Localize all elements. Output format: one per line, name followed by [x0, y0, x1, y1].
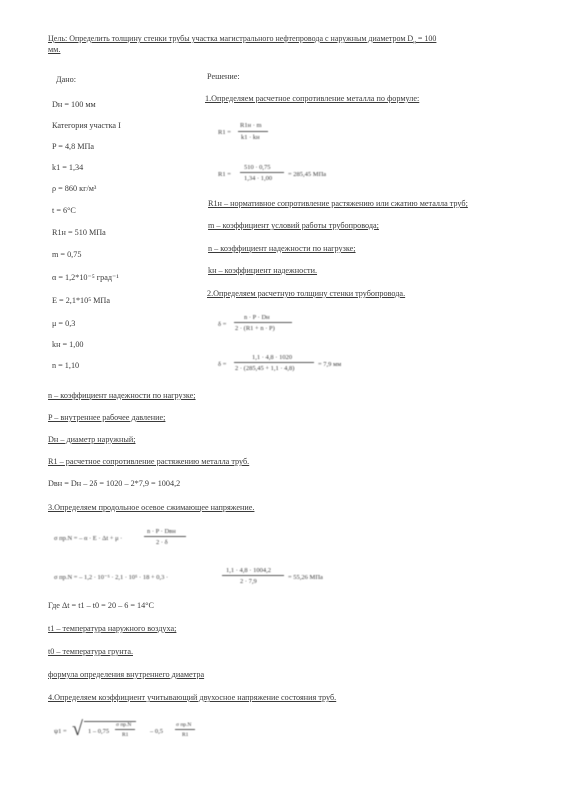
- fraction-bar: [240, 172, 284, 173]
- definition: kн – коэффициент надежности.: [208, 266, 318, 275]
- given-item: ρ = 860 кг/м³: [52, 184, 97, 193]
- formula-result: = 285,45 МПа: [288, 171, 327, 178]
- formula-denominator: k1 · kн: [241, 134, 260, 141]
- given-item: Категория участка I: [52, 121, 121, 130]
- formula-sigma-general: [54, 527, 204, 551]
- formula-numerator: 1,1 · 4,8 · 1020: [252, 354, 293, 361]
- formula-lhs: σ пр.N = – α · E · Δt + μ ·: [54, 535, 123, 542]
- given-item: α = 1,2*10⁻⁵ град⁻¹: [52, 273, 119, 282]
- formula-lhs: δ =: [218, 321, 227, 328]
- task-text: Цель: Определить толщину стенки трубы участка магистрального нефтепровода с наружным диаметром D: [48, 34, 414, 43]
- definition: n – коэффициент надежности по нагрузке;: [208, 244, 356, 253]
- formula-delta-general: [218, 313, 308, 337]
- task-subscript: н: [413, 40, 416, 46]
- given-item: t = 6°С: [52, 206, 76, 215]
- definition: P – внутреннее рабочее давление;: [48, 413, 166, 422]
- given-item: m = 0,75: [52, 250, 82, 259]
- step-4: 4.Определяем коэффициент учитывающий двухосное напряжение состояния труб.: [48, 693, 337, 702]
- formula-denominator: 2 · (285,45 + 1,1 · 4,8): [235, 365, 295, 372]
- definition: m – коэффициент условий работы трубопровода;: [208, 221, 379, 230]
- given-item: Dн = 100 мм: [52, 100, 96, 109]
- formula-denominator: R1: [182, 732, 189, 738]
- given-item: n = 1,10: [52, 361, 80, 370]
- formula-r1-numeric: [218, 163, 378, 187]
- formula-lhs: R1 =: [218, 129, 231, 136]
- formula-delta-numeric: [218, 353, 358, 377]
- step-2: 2.Определяем расчетную толщину стенки трубопровода.: [207, 289, 406, 298]
- formula-denominator: R1: [122, 732, 129, 738]
- task-value: = 100: [415, 34, 437, 43]
- formula-denominator: 2 · (R1 + n · P): [235, 325, 275, 332]
- formula-numerator: σ пр.N: [116, 722, 132, 728]
- step-1: 1.Определяем расчетное сопротивление металла по формуле:: [205, 94, 420, 103]
- definition: R1 – расчетное сопротивление растяжению металла труб.: [48, 457, 250, 466]
- fraction-bar: [238, 131, 268, 132]
- formula-numerator: σ пр.N: [176, 722, 192, 728]
- definition: n – коэффициент надежности по нагрузке;: [48, 391, 196, 400]
- solution-heading: Решение:: [207, 72, 240, 81]
- definition: t0 – температура грунта.: [48, 647, 133, 656]
- formula-lhs: δ =: [218, 361, 227, 368]
- step-3: 3.Определяем продольное осевое сжимающее напряжение.: [48, 503, 255, 512]
- formula-lhs: σ пр.N = – 1,2 · 10⁻⁵ · 2,1 · 10⁵ · 18 + 0,3 ·: [54, 574, 169, 581]
- formula-sigma-numeric: [54, 566, 364, 590]
- formula-result: = 7,9 мм: [318, 361, 342, 368]
- given-item: kн = 1,00: [52, 340, 84, 349]
- sqrt-sign: √: [72, 718, 83, 740]
- definition: Dн – диаметр наружный;: [48, 435, 136, 444]
- formula-term: – 0,5: [150, 728, 163, 735]
- formula-psi: [54, 715, 224, 747]
- formula-r1-general: [218, 120, 298, 146]
- formula-denominator: 2 · δ: [156, 539, 168, 546]
- formula-numerator: 510 · 0,75: [244, 164, 271, 171]
- definition: формула определения внутреннего диаметра: [48, 670, 205, 679]
- formula-numerator: 1,1 · 4,8 · 1004,2: [226, 567, 271, 574]
- fraction-bar: [234, 322, 292, 323]
- formula-lhs: ψ1 =: [54, 728, 67, 735]
- formula-result: = 55,26 МПа: [288, 574, 323, 581]
- definition: R1н – нормативное сопротивление растяжению или сжатию металла труб;: [208, 199, 468, 208]
- fraction-bar: [115, 729, 135, 730]
- formula-term: 1 – 0,75: [88, 728, 110, 735]
- given-item: E = 2,1*10⁵ МПа: [52, 296, 110, 305]
- fraction-bar: [234, 362, 314, 363]
- given-item: R1н = 510 МПа: [52, 228, 106, 237]
- given-item: P = 4,8 МПа: [52, 142, 95, 151]
- fraction-bar: [175, 729, 195, 730]
- formula-lhs: R1 =: [218, 171, 231, 178]
- formula-numerator: R1н · m: [240, 122, 262, 129]
- delta-t: Где Δt = t1 – t0 = 20 – 6 = 14°С: [48, 601, 154, 610]
- formula-numerator: n · P · Dн: [244, 314, 270, 321]
- formula-denominator: 2 · 7,9: [240, 578, 257, 585]
- fraction-bar: [144, 536, 186, 537]
- formula-numerator: n · P · Dвн: [147, 528, 176, 535]
- task-line-2: мм.: [48, 45, 61, 54]
- given-item: k1 = 1,34: [52, 163, 84, 172]
- task-line-1: [48, 34, 436, 49]
- formula-denominator: 1,34 · 1,00: [244, 175, 273, 182]
- inner-diameter-calc: Dвн = Dн – 2δ = 1020 – 2*7,9 = 1004,2: [48, 479, 181, 488]
- given-item: μ = 0,3: [52, 319, 76, 328]
- fraction-bar: [222, 575, 284, 576]
- definition: t1 – температура наружного воздуха;: [48, 624, 177, 633]
- given-heading: Дано:: [56, 75, 76, 84]
